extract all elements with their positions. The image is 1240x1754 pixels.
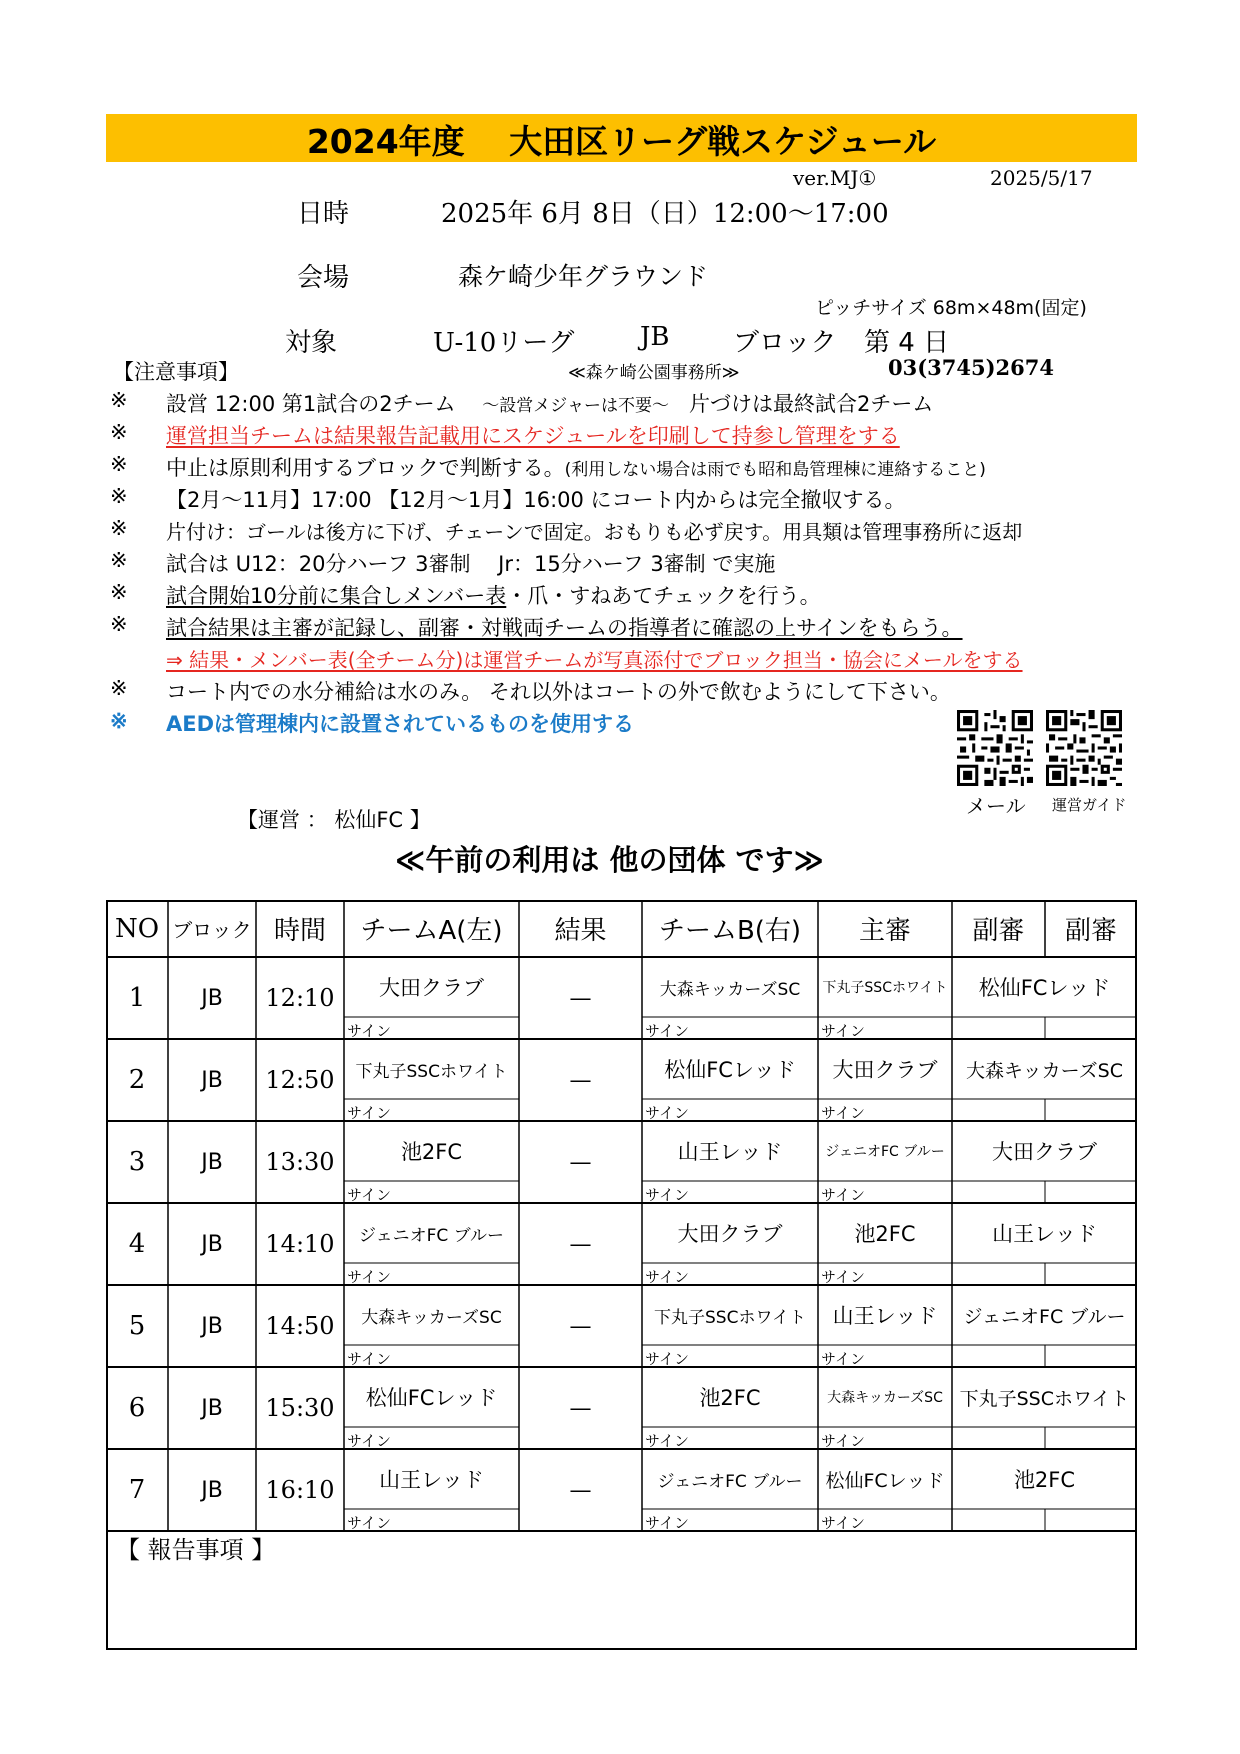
row-3-sign-a[interactable]: サイン	[347, 1186, 391, 1204]
row-2-sign-a[interactable]: サイン	[347, 1104, 391, 1122]
report-area[interactable]	[108, 1565, 1135, 1648]
row-3-team-b: 山王レッド	[677, 1140, 783, 1164]
header-time: 時間	[273, 916, 326, 946]
row-1-result[interactable]: —	[569, 985, 592, 1011]
datetime-value: 2025年 6月 8日（日）12:00～17:00	[441, 199, 889, 229]
report-section-label: 【 報告事項 】	[116, 1536, 276, 1564]
row-4-time: 14:10	[265, 1230, 335, 1258]
row-6-result[interactable]: —	[569, 1395, 592, 1421]
row-2-team-a: 下丸子SSCホワイト	[355, 1061, 508, 1082]
row-4-sign-referee[interactable]: サイン	[821, 1268, 865, 1286]
guide-qr-label: 運営ガイド	[1052, 796, 1127, 814]
note-mark: ※	[110, 548, 128, 572]
guide-qr-code-icon[interactable]	[1046, 710, 1122, 786]
note-mark: ※	[110, 708, 128, 733]
target-block: JB	[640, 322, 670, 352]
mail-qr-code-icon[interactable]	[957, 710, 1033, 786]
version: ver.MJ①	[793, 166, 877, 190]
header-no: NO	[114, 913, 160, 944]
row-2-assistant: 大森キッカーズSC	[966, 1059, 1123, 1082]
row-5-no: 5	[128, 1311, 146, 1341]
operation-team: 【運営 ： 松仙FC 】	[237, 808, 431, 832]
row-7-assistant: 池2FC	[1013, 1468, 1076, 1492]
notes-heading: 【注意事項】	[113, 360, 239, 384]
row-7-block: JB	[201, 1477, 223, 1503]
header-assistant-2: 副審	[1064, 916, 1117, 946]
header-assistant-1: 副審	[972, 916, 1025, 946]
row-4-referee: 池2FC	[854, 1222, 916, 1246]
row-7-team-b: ジェニオFC ブルー	[657, 1471, 803, 1492]
header-team-a: チームA(左)	[360, 916, 503, 946]
row-6-assistant: 下丸子SSCホワイト	[959, 1387, 1130, 1410]
row-4-assistant: 山王レッド	[992, 1222, 1097, 1246]
row-5-team-b: 下丸子SSCホワイト	[654, 1307, 806, 1328]
row-1-block: JB	[201, 985, 223, 1011]
target-league: U-10リーグ	[433, 328, 575, 358]
issue-date: 2025/5/17	[990, 166, 1093, 190]
header-result: 結果	[554, 916, 607, 946]
row-3-time: 13:30	[265, 1148, 335, 1176]
row-5-sign-referee[interactable]: サイン	[821, 1350, 865, 1368]
row-3-no: 3	[128, 1147, 146, 1177]
note-7: 試合開始10分前に集合しメンバー表・爪・すねあてチェックを行う。	[166, 584, 821, 608]
row-2-block: JB	[201, 1067, 223, 1093]
row-4-sign-a[interactable]: サイン	[347, 1268, 391, 1286]
note-9: ⇒ 結果・メンバー表(全チーム分)は運営チームが写真添付でブロック担当・協会にメールをする	[166, 648, 1023, 672]
row-5-result[interactable]: —	[569, 1313, 592, 1339]
note-mark: ※	[110, 516, 128, 540]
row-5-block: JB	[201, 1313, 223, 1339]
row-4-result[interactable]: —	[569, 1231, 592, 1257]
row-3-sign-b[interactable]: サイン	[645, 1186, 689, 1204]
row-1-sign-a[interactable]: サイン	[347, 1022, 391, 1040]
row-2-no: 2	[128, 1065, 146, 1095]
note-mark: ※	[110, 452, 128, 476]
title-bar	[106, 114, 1137, 162]
row-3-assistant: 大田クラブ	[992, 1140, 1097, 1164]
row-2-referee: 大田クラブ	[832, 1058, 938, 1082]
row-2-result[interactable]: —	[569, 1067, 592, 1093]
note-mark: ※	[110, 612, 128, 636]
row-7-no: 7	[128, 1475, 146, 1505]
row-4-sign-b[interactable]: サイン	[645, 1268, 689, 1286]
row-5-sign-b[interactable]: サイン	[645, 1350, 689, 1368]
note-mark: ※	[110, 420, 128, 444]
row-7-sign-b[interactable]: サイン	[645, 1514, 689, 1532]
row-2-time: 12:50	[265, 1066, 335, 1094]
row-6-sign-referee[interactable]: サイン	[821, 1432, 865, 1450]
mail-qr-label: メール	[966, 794, 1026, 818]
note-6: 試合は U12：20分ハーフ 3審制 Jr：15分ハーフ 3審制 で実施	[166, 552, 776, 576]
row-6-sign-b[interactable]: サイン	[645, 1432, 689, 1450]
target-label: 対象	[285, 328, 338, 358]
note-11: AEDは管理棟内に設置されているものを使用する	[166, 712, 635, 736]
row-4-no: 4	[128, 1229, 146, 1259]
target-day: 第 4 日	[864, 328, 950, 358]
venue-value: 森ケ崎少年グラウンド	[458, 262, 709, 291]
row-7-team-a: 山王レッド	[379, 1468, 484, 1492]
row-1-team-b: 大森キッカーズSC	[659, 979, 801, 1000]
row-5-assistant: ジェニオFC ブルー	[963, 1305, 1126, 1328]
header-block: ブロック	[172, 918, 252, 942]
row-4-team-b: 大田クラブ	[677, 1222, 783, 1246]
header-team-b: チームB(右)	[658, 916, 802, 946]
row-1-time: 12:10	[265, 984, 335, 1012]
office-phone: 03(3745)2674	[888, 355, 1054, 380]
note-5: 片付け：ゴールは後方に下げ、チェーンで固定。おもりも必ず戻す。用具類は管理事務所に返却	[166, 520, 1023, 544]
row-1-sign-referee[interactable]: サイン	[821, 1022, 865, 1040]
row-3-result[interactable]: —	[569, 1149, 592, 1175]
row-6-sign-a[interactable]: サイン	[347, 1432, 391, 1450]
note-4: 【2月～11月】17:00 【12月～1月】16:00 にコート内からは完全撤収する。	[166, 488, 906, 512]
morning-notice: ≪午前の利用は 他の団体 です≫	[395, 843, 824, 877]
row-6-block: JB	[201, 1395, 223, 1421]
header-referee: 主審	[858, 916, 911, 946]
note-mark: ※	[110, 388, 128, 412]
note-mark: ※	[110, 676, 128, 700]
row-2-sign-b[interactable]: サイン	[645, 1104, 689, 1122]
row-6-team-b: 池2FC	[699, 1386, 761, 1410]
row-3-team-a: 池2FC	[400, 1140, 463, 1164]
row-5-time: 14:50	[265, 1312, 335, 1340]
row-5-team-a: 大森キッカーズSC	[361, 1307, 502, 1328]
row-1-no: 1	[128, 983, 146, 1013]
target-block-word: ブロック	[733, 328, 837, 358]
page-title: 2024年度 大田区リーグ戦スケジュール	[306, 122, 937, 161]
note-mark: ※	[110, 580, 128, 604]
row-2-sign-referee[interactable]: サイン	[821, 1104, 865, 1122]
row-5-sign-a[interactable]: サイン	[347, 1350, 391, 1368]
datetime-label: 日時	[297, 199, 350, 229]
note-10: コート内での水分補給は水のみ。 それ以外はコートの外で飲むようにして下さい。	[166, 680, 951, 704]
row-5-referee: 山王レッド	[832, 1304, 938, 1328]
row-3-referee: ジェニオFC ブルー	[825, 1144, 945, 1160]
row-4-team-a: ジェニオFC ブルー	[358, 1225, 505, 1246]
note-1: 設営 12:00 第1試合の2チーム ～設営メジャーは不要～ 片づけは最終試合2チーム	[166, 392, 934, 416]
row-3-block: JB	[201, 1149, 223, 1175]
note-8: 試合結果は主審が記録し、副審・対戦両チームの指導者に確認の上サインをもらう。	[166, 616, 963, 640]
row-7-time: 16:10	[265, 1476, 335, 1504]
venue-label: 会場	[297, 263, 350, 293]
row-6-no: 6	[128, 1393, 146, 1423]
row-7-result[interactable]: —	[569, 1477, 592, 1503]
park-office: ≪森ケ崎公園事務所≫	[568, 363, 740, 383]
row-1-assistant: 松仙FCレッド	[978, 976, 1111, 1000]
row-1-sign-b[interactable]: サイン	[645, 1022, 689, 1040]
row-4-block: JB	[201, 1231, 223, 1257]
row-6-team-a: 松仙FCレッド	[365, 1386, 498, 1410]
row-2-team-b: 松仙FCレッド	[664, 1058, 796, 1082]
note-mark: ※	[110, 484, 128, 508]
row-7-sign-referee[interactable]: サイン	[821, 1514, 865, 1532]
row-1-referee: 下丸子SSCホワイト	[822, 980, 948, 996]
note-2: 運営担当チームは結果報告記載用にスケジュールを印刷して持参し管理をする	[166, 424, 900, 448]
note-3: 中止は原則利用するブロックで判断する。(利用しない場合は雨でも昭和島管理棟に連絡すること)	[166, 456, 986, 480]
row-7-sign-a[interactable]: サイン	[347, 1514, 391, 1532]
row-6-referee: 大森キッカーズSC	[827, 1390, 943, 1406]
row-1-team-a: 大田クラブ	[379, 976, 484, 1000]
row-3-sign-referee[interactable]: サイン	[821, 1186, 865, 1204]
row-7-referee: 松仙FCレッド	[825, 1469, 945, 1492]
row-6-time: 15:30	[265, 1394, 335, 1422]
pitch-size: ピッチサイズ 68m×48m(固定)	[815, 297, 1087, 319]
